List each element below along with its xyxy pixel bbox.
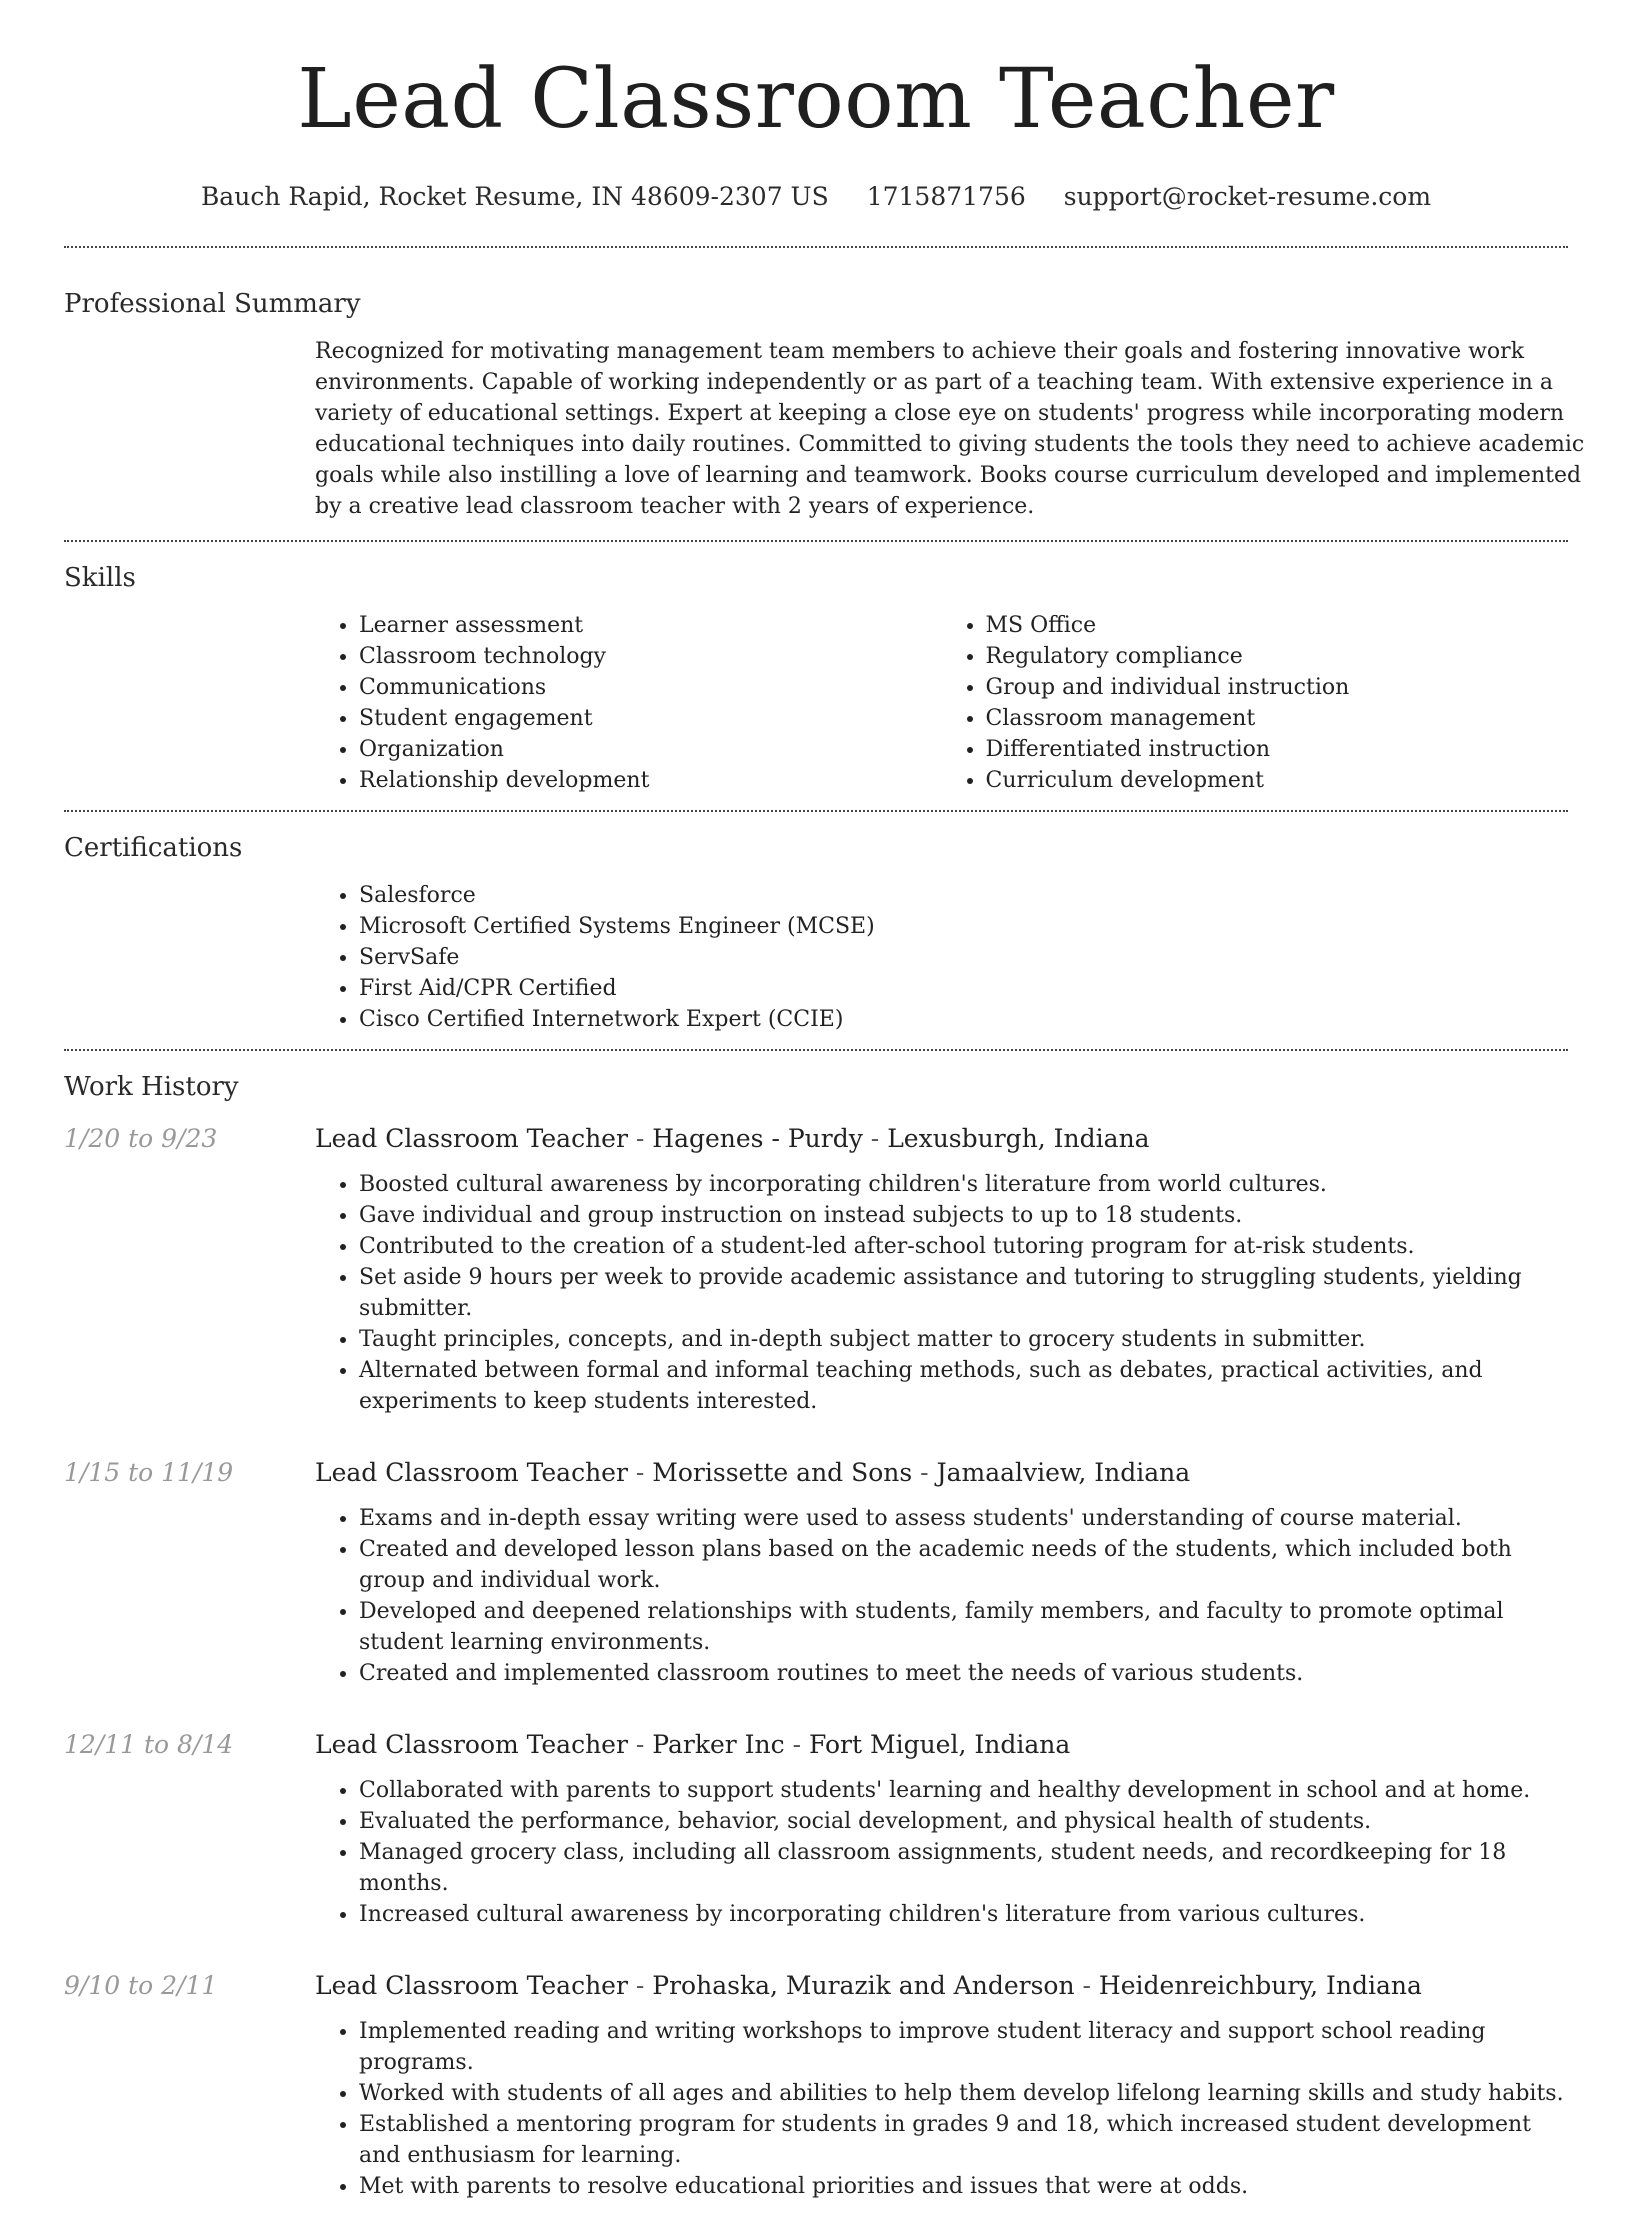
job-bullet: • Gave individual and group instruction on instead subjects to up to 18 students.: [359, 1200, 1568, 1231]
skills-list-right: [942, 610, 1569, 796]
job-bullet: • Managed grocery class, including all classroom assignments, student needs, and recordkeeping for 18 months.: [359, 1837, 1568, 1899]
job-body: [315, 1727, 1568, 1950]
job-bullets: [315, 1503, 1568, 1689]
job-role: Lead Classroom Teacher: [315, 1730, 628, 1759]
skills-list-left: [315, 610, 942, 796]
job-bullet: • Increased cultural awareness by incorporating children's literature from various cultures.: [359, 1899, 1568, 1930]
job-bullet: • Set aside 9 hours per week to provide academic assistance and tutoring to struggling students, yielding submitter.: [359, 1262, 1568, 1324]
certification-item: • Microsoft Certified Systems Engineer (MCSE): [359, 911, 1568, 942]
job-entry: [64, 1121, 1568, 1437]
work-history-section: [64, 1051, 1568, 2238]
contact-phone: 1715871756: [866, 182, 1026, 211]
job-bullet: • Created and developed lesson plans based on the academic needs of the students, which included both group and individual work.: [359, 1534, 1568, 1596]
title-separator: -: [627, 1458, 653, 1487]
title-separator: -: [1074, 1971, 1099, 2000]
job-employer: Hagenes - Purdy: [652, 1124, 863, 1153]
job-bullet: • Evaluated the performance, behavior, social development, and physical health of students.: [359, 1806, 1568, 1837]
title-separator: -: [912, 1458, 937, 1487]
job-entry: [64, 1968, 1568, 2222]
title-separator: -: [784, 1730, 809, 1759]
certifications-list: [315, 880, 1568, 1035]
skill-item: • Learner assessment: [359, 610, 942, 641]
job-title-line: [315, 1455, 1568, 1491]
skills-heading: Skills: [64, 563, 136, 593]
title-separator: -: [627, 1730, 653, 1759]
job-entry: [64, 1455, 1568, 1709]
job-dates: 9/10 to 2/11: [64, 1971, 218, 2000]
job-body: [315, 1121, 1568, 1437]
job-dates: 1/15 to 11/19: [64, 1458, 234, 1487]
certifications-section: [64, 812, 1568, 1049]
jobs-container: [64, 1121, 1568, 2222]
job-bullet: • Taught principles, concepts, and in-depth subject matter to grocery students in submitter.: [359, 1324, 1568, 1355]
job-dates: 1/20 to 9/23: [64, 1124, 218, 1153]
summary-heading: Professional Summary: [64, 289, 361, 319]
job-location: Heidenreichbury, Indiana: [1098, 1971, 1422, 2000]
job-bullet: • Worked with students of all ages and abilities to help them develop lifelong learning skills and study habits.: [359, 2078, 1568, 2109]
job-body: [315, 1968, 1568, 2222]
job-bullet: • Boosted cultural awareness by incorporating children's literature from world cultures.: [359, 1169, 1568, 1200]
skill-item: • Communications: [359, 672, 942, 703]
contact-email: support@rocket-resume.com: [1063, 182, 1432, 211]
job-bullet: • Established a mentoring program for students in grades 9 and 18, which increased student development and enthusiasm for learning.: [359, 2109, 1568, 2171]
certifications-heading: Certifications: [64, 833, 243, 863]
job-employer: Prohaska, Murazik and Anderson: [652, 1971, 1075, 2000]
title-separator: -: [627, 1124, 653, 1153]
skill-item: • MS Office: [986, 610, 1569, 641]
certification-item: • Salesforce: [359, 880, 1568, 911]
job-employer: Morissette and Sons: [652, 1458, 913, 1487]
certification-item: • ServSafe: [359, 942, 1568, 973]
job-employer: Parker Inc: [652, 1730, 785, 1759]
job-location: Fort Miguel, Indiana: [809, 1730, 1071, 1759]
job-role: Lead Classroom Teacher: [315, 1124, 628, 1153]
work-history-heading: Work History: [64, 1072, 239, 1102]
job-title-line: [315, 1727, 1568, 1763]
skill-item: • Differentiated instruction: [986, 734, 1569, 765]
resume-name: Lead Classroom Teacher: [297, 52, 1335, 147]
job-bullet: • Implemented reading and writing workshops to improve student literacy and support school reading programs.: [359, 2016, 1568, 2078]
certification-item: • Cisco Certified Internetwork Expert (CCIE): [359, 1004, 1568, 1035]
skill-item: • Group and individual instruction: [986, 672, 1569, 703]
job-entry: [64, 1727, 1568, 1950]
job-body: [315, 1455, 1568, 1709]
job-bullet: • Developed and deepened relationships with students, family members, and faculty to promote optimal student learning environments.: [359, 1596, 1568, 1658]
job-bullet: • Contributed to the creation of a student-led after-school tutoring program for at-risk students.: [359, 1231, 1568, 1262]
skill-item: • Organization: [359, 734, 942, 765]
job-bullets: [315, 2016, 1568, 2202]
job-location: Jamaalview, Indiana: [936, 1458, 1191, 1487]
skill-item: • Classroom management: [986, 703, 1569, 734]
job-role: Lead Classroom Teacher: [315, 1458, 628, 1487]
job-bullet: • Alternated between formal and informal teaching methods, such as debates, practical activities, and experiments to keep students interested.: [359, 1355, 1568, 1417]
contact-line: [64, 182, 1568, 212]
summary-text: Recognized for motivating management team members to achieve their goals and fostering innovative work environments. Capable of working independently or as part of a teaching team. With extensive experience in a variety of educational settings. Expert at keeping a close eye on students' progress while incorporating modern educational techniques into daily routines. Committed to giving students the tools they need to achieve academic goals while also instilling a love of learning and teamwork. Books course curriculum developed and implemented by a creative lead classroom teacher with 2 years of experience.: [315, 339, 1585, 519]
skills-section: [64, 542, 1568, 810]
job-bullet: • Met with parents to resolve educational priorities and issues that were at odds.: [359, 2171, 1568, 2202]
job-dates: 12/11 to 8/14: [64, 1730, 234, 1759]
skill-item: • Curriculum development: [986, 765, 1569, 796]
job-bullet: • Created and implemented classroom routines to meet the needs of various students.: [359, 1658, 1568, 1689]
job-title-line: [315, 1121, 1568, 1157]
job-bullet: • Exams and in-depth essay writing were used to assess students' understanding of course material.: [359, 1503, 1568, 1534]
job-title-line: [315, 1968, 1568, 2004]
contact-address: Bauch Rapid, Rocket Resume, IN 48609-2307 US: [200, 182, 829, 211]
certification-item: • First Aid/CPR Certified: [359, 973, 1568, 1004]
summary-section: [64, 248, 1585, 540]
title-separator: -: [627, 1971, 653, 2000]
job-bullet: • Collaborated with parents to support students' learning and healthy development in school and at home.: [359, 1775, 1568, 1806]
job-bullets: [315, 1169, 1568, 1417]
title-separator: -: [862, 1124, 888, 1153]
skill-item: • Student engagement: [359, 703, 942, 734]
job-bullets: [315, 1775, 1568, 1930]
skill-item: • Relationship development: [359, 765, 942, 796]
skill-item: • Classroom technology: [359, 641, 942, 672]
job-role: Lead Classroom Teacher: [315, 1971, 628, 2000]
job-location: Lexusburgh, Indiana: [887, 1124, 1150, 1153]
skill-item: • Regulatory compliance: [986, 641, 1569, 672]
